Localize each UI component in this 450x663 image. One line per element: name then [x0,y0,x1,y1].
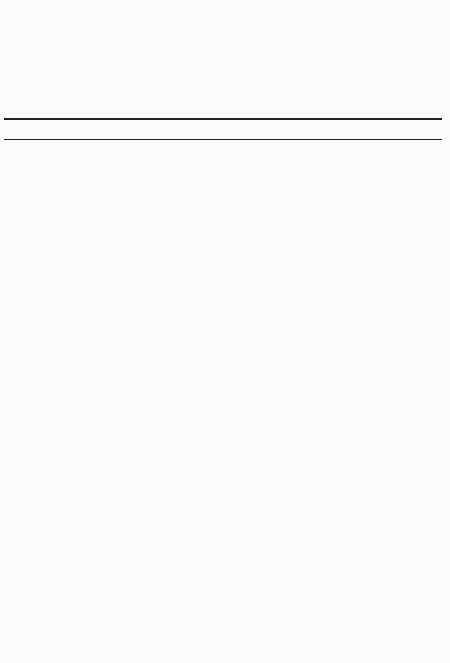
headline [4,8,446,112]
headline-line [4,8,446,54]
headline-line [4,54,446,100]
article-body [4,146,444,658]
byline [4,118,442,140]
